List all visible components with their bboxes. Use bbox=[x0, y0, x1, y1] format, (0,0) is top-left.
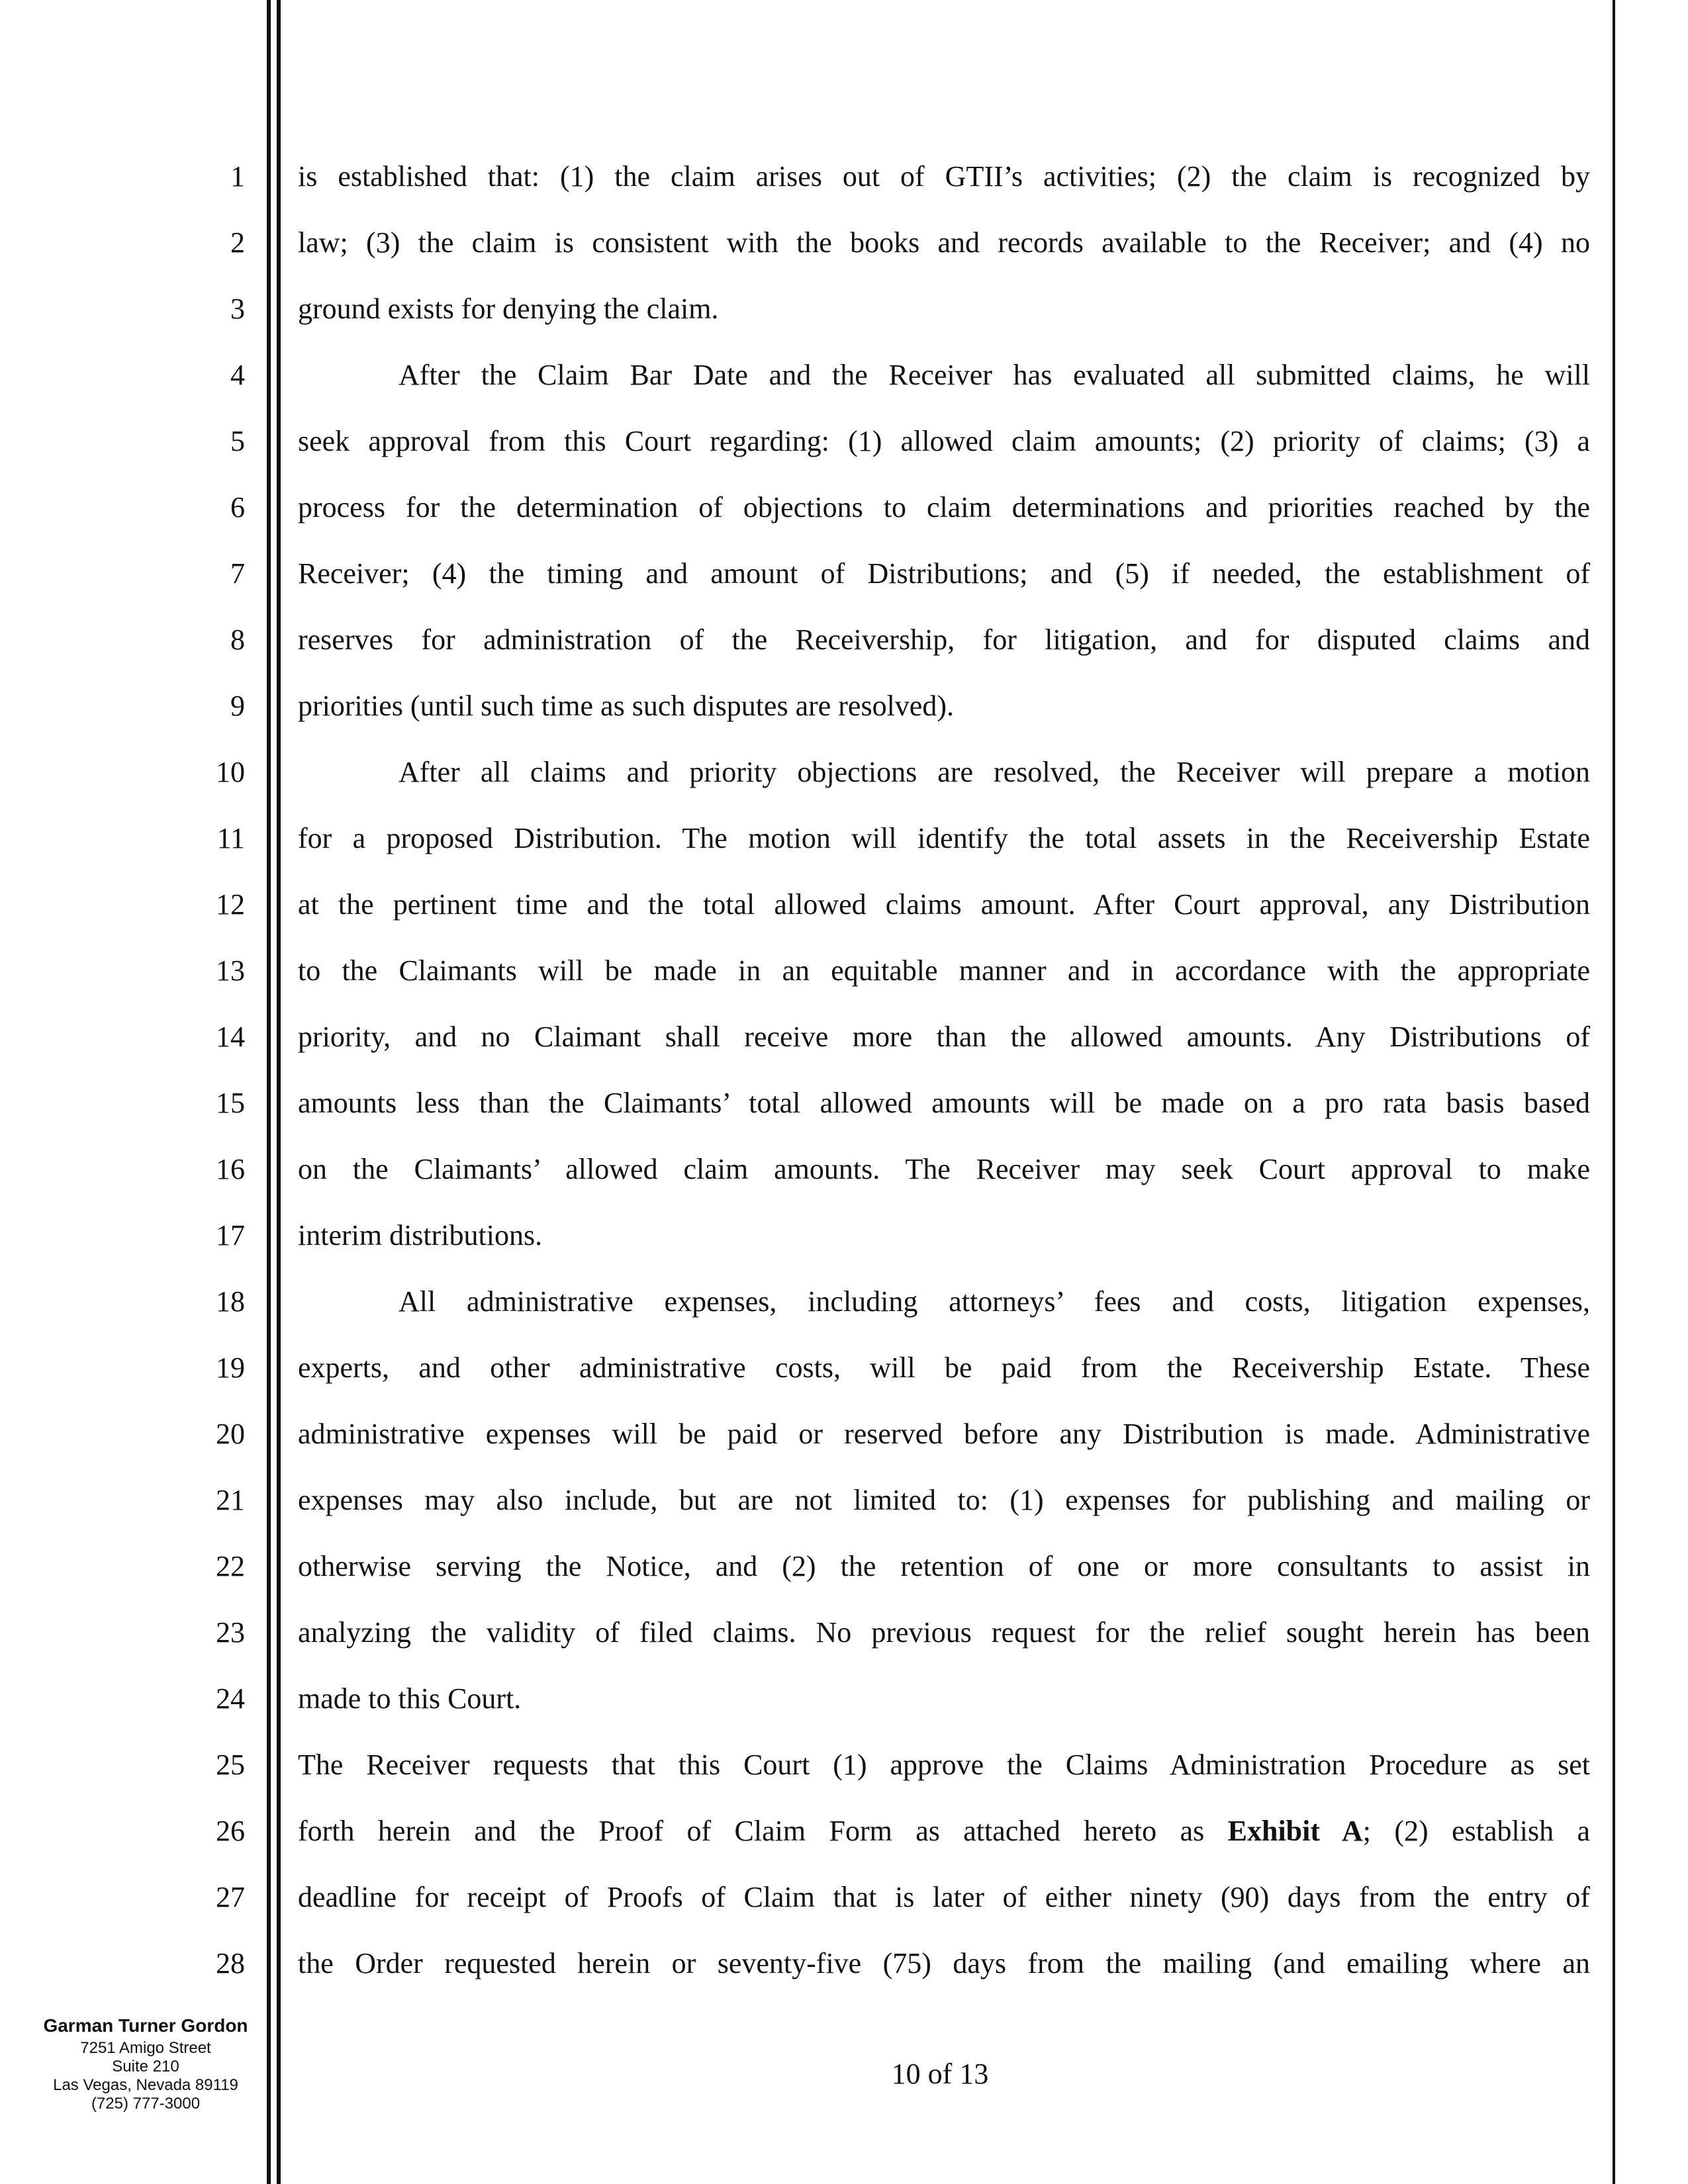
line-number: 4 bbox=[230, 359, 245, 391]
body-line: for a proposed Distribution. The motion will identify the total assets in the Receivership Estate bbox=[298, 822, 1590, 854]
body-line: After all claims and priority objections are resolved, the Receiver will prepare a motion bbox=[399, 756, 1590, 788]
body-line: Receiver; (4) the timing and amount of Distributions; and (5) if needed, the establishment of bbox=[298, 557, 1590, 590]
line-number: 25 bbox=[216, 1749, 245, 1781]
body-line: experts, and other administrative costs, will be paid from the Receivership Estate. These bbox=[298, 1351, 1590, 1384]
line-number: 12 bbox=[216, 888, 245, 921]
right-margin-rule bbox=[1613, 0, 1615, 2184]
body-line: on the Claimants’ allowed claim amounts. The Receiver may seek Court approval to make bbox=[298, 1153, 1590, 1185]
line-number: 11 bbox=[216, 822, 245, 854]
body-line: priorities (until such time as such disputes are resolved). bbox=[298, 690, 954, 722]
line-number: 24 bbox=[216, 1682, 245, 1715]
body-line: is established that: (1) the claim arises out of GTII’s activities; (2) the claim is recognized by bbox=[298, 160, 1590, 193]
firm-city: Las Vegas, Nevada 89119 bbox=[53, 2076, 238, 2094]
firm-phone: (725) 777-3000 bbox=[91, 2095, 201, 2113]
body-line: After the Claim Bar Date and the Receiver has evaluated all submitted claims, he will bbox=[399, 359, 1590, 391]
body-line: seek approval from this Court regarding: (1) allowed claim amounts; (2) priority of claims; (3) a bbox=[298, 425, 1590, 457]
body-line: amounts less than the Claimants’ total allowed amounts will be made on a pro rata basis based bbox=[298, 1087, 1590, 1119]
firm-suite: Suite 210 bbox=[112, 2058, 179, 2075]
body-line: analyzing the validity of filed claims. No previous request for the relief sought herein has been bbox=[298, 1616, 1590, 1649]
body-line-part: ; (2) establish a bbox=[1362, 1815, 1591, 1847]
line-number: 14 bbox=[216, 1021, 245, 1053]
page-number: 10 of 13 bbox=[891, 2058, 989, 2090]
body-line: All administrative expenses, including attorneys’ fees and costs, litigation expenses, bbox=[399, 1285, 1590, 1318]
left-margin-rule-inner bbox=[277, 0, 281, 2184]
line-number: 1 bbox=[230, 160, 245, 193]
line-number: 10 bbox=[216, 756, 245, 788]
line-number: 3 bbox=[230, 293, 245, 325]
line-number: 26 bbox=[216, 1815, 245, 1847]
line-number: 18 bbox=[216, 1285, 245, 1318]
exhibit-a-reference: Exhibit A bbox=[1227, 1815, 1363, 1847]
line-number: 19 bbox=[216, 1351, 245, 1384]
firm-street: 7251 Amigo Street bbox=[80, 2039, 211, 2057]
line-number: 6 bbox=[230, 491, 245, 523]
body-line: reserves for administration of the Receivership, for litigation, and for disputed claims and bbox=[298, 623, 1590, 656]
line-number: 20 bbox=[216, 1418, 245, 1450]
line-number: 9 bbox=[230, 690, 245, 722]
line-number: 7 bbox=[230, 557, 245, 590]
line-number: 27 bbox=[216, 1881, 245, 1913]
body-line: made to this Court. bbox=[298, 1682, 522, 1715]
body-line: interim distributions. bbox=[298, 1219, 543, 1251]
firm-name: Garman Turner Gordon bbox=[43, 2015, 248, 2036]
body-line: priority, and no Claimant shall receive more than the allowed amounts. Any Distributions of bbox=[298, 1021, 1590, 1053]
left-margin-rule-outer bbox=[267, 0, 271, 2184]
body-line-exhibit bbox=[298, 1817, 1590, 1846]
line-number: 8 bbox=[230, 623, 245, 656]
body-line: ground exists for denying the claim. bbox=[298, 293, 719, 325]
body-line: deadline for receipt of Proofs of Claim that is later of either ninety (90) days from the entry of bbox=[298, 1881, 1590, 1913]
body-line: otherwise serving the Notice, and (2) the retention of one or more consultants to assist in bbox=[298, 1550, 1590, 1582]
line-number: 22 bbox=[216, 1550, 245, 1582]
line-number: 28 bbox=[216, 1947, 245, 1979]
body-line-part: forth herein and the Proof of Claim Form as attached hereto as bbox=[298, 1815, 1205, 1847]
body-line: administrative expenses will be paid or reserved before any Distribution is made. Administrative bbox=[298, 1418, 1590, 1450]
body-line: the Order requested herein or seventy-five (75) days from the mailing (and emailing where an bbox=[298, 1947, 1590, 1979]
body-line: expenses may also include, but are not limited to: (1) expenses for publishing and mailing or bbox=[298, 1484, 1590, 1516]
body-line: law; (3) the claim is consistent with the books and records available to the Receiver; and (4) no bbox=[298, 226, 1590, 259]
body-line: to the Claimants will be made in an equitable manner and in accordance with the appropriate bbox=[298, 954, 1590, 987]
line-number: 5 bbox=[230, 425, 245, 457]
body-line: at the pertinent time and the total allowed claims amount. After Court approval, any Distribution bbox=[298, 888, 1590, 921]
line-number: 2 bbox=[230, 226, 245, 259]
line-number: 13 bbox=[216, 954, 245, 987]
line-number: 15 bbox=[216, 1087, 245, 1119]
line-number: 17 bbox=[216, 1219, 245, 1251]
line-number: 23 bbox=[216, 1616, 245, 1649]
body-line: process for the determination of objections to claim determinations and priorities reached by the bbox=[298, 491, 1590, 523]
line-number: 16 bbox=[216, 1153, 245, 1185]
body-line: The Receiver requests that this Court (1) approve the Claims Administration Procedure as set bbox=[298, 1749, 1590, 1781]
line-number: 21 bbox=[216, 1484, 245, 1516]
